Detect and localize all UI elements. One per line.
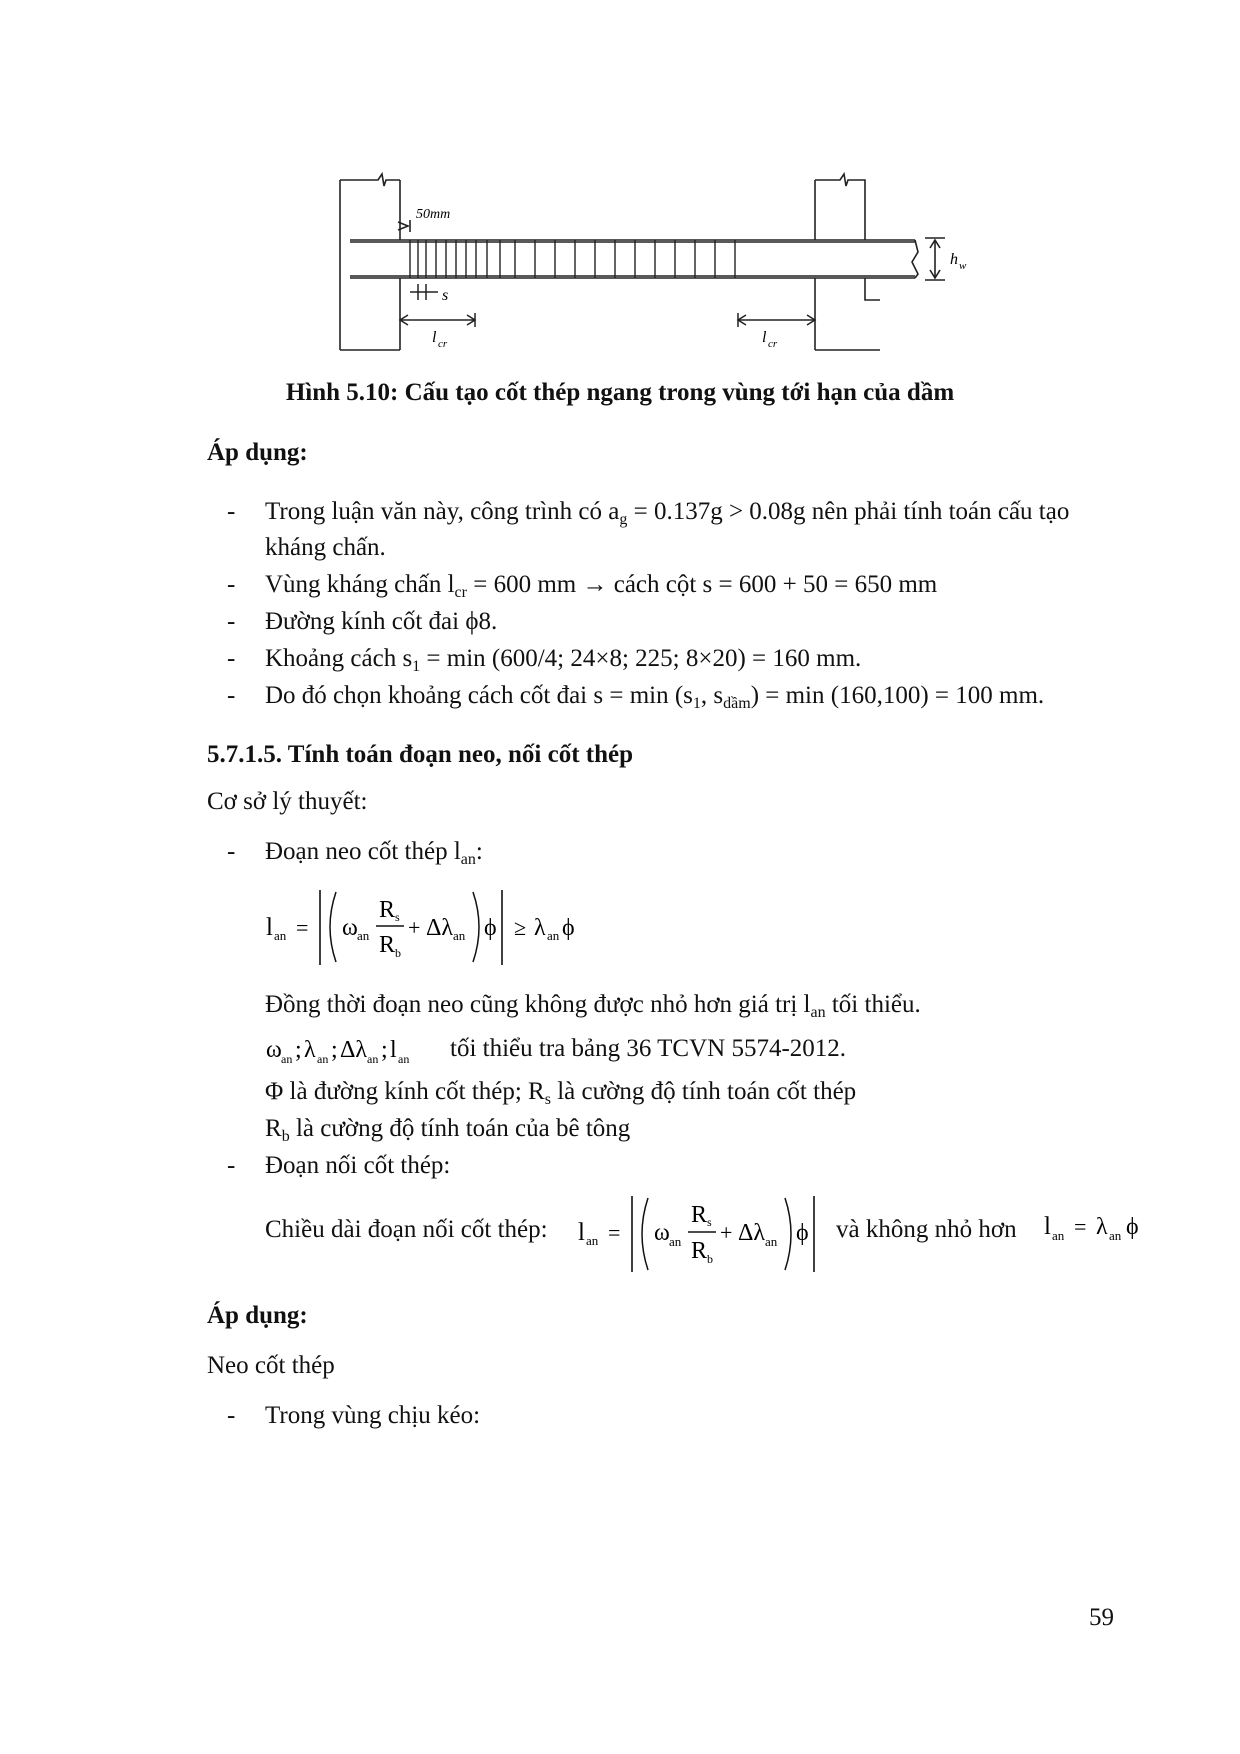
min-anchor-note: Đồng thời đoạn neo cũng không được nhỏ hơn giá trị $l_{an}$ tối thiểu. [265, 991, 921, 1021]
svg-text:an: an [453, 928, 466, 943]
lcr-right-sub: cr [768, 338, 778, 350]
svg-text:an: an [669, 1234, 682, 1249]
svg-text:λ: λ [1096, 1214, 1108, 1240]
basis-label: Cơ sở lý thuyết: [207, 788, 368, 815]
bullet-2: Vùng kháng chấn $l_{cr} = 600$ mm → cách cột s = 600 + 50 = 650 mm [265, 571, 938, 601]
figure-caption: Hình 5.10: Cấu tạo cốt thép ngang trong vùng tới hạn của dầm [285, 379, 955, 406]
svg-text:an: an [367, 1052, 379, 1066]
splice-length-formula [574, 1190, 834, 1285]
bullet-1-cont: kháng chấn. [265, 534, 386, 561]
lcr-left-sub: cr [438, 338, 448, 350]
bullet-dash: - [227, 838, 236, 865]
bullet-dash: - [227, 608, 236, 635]
svg-text:l: l [578, 1219, 585, 1246]
svg-text:λ: λ [304, 1037, 316, 1063]
dim-50mm-label: 50mm [416, 207, 451, 222]
svg-text:b: b [707, 1252, 713, 1266]
svg-text:;: ; [331, 1037, 338, 1063]
svg-text:an: an [1052, 1228, 1065, 1243]
svg-text:R: R [691, 1238, 708, 1264]
bullet-4: Khoảng cách $s_1 = \min (600/4$; 24×8; 225; 8×20) = 160 mm. [265, 645, 862, 675]
svg-text:an: an [398, 1052, 410, 1066]
svg-text:an: an [281, 1052, 293, 1066]
bullet-3: Đường kính cốt đai ϕ8. [265, 608, 498, 635]
svg-text:an: an [765, 1234, 778, 1249]
svg-text:=: = [296, 915, 309, 940]
bullet-dash: - [227, 1152, 236, 1179]
lcr-left-label: l [432, 329, 437, 346]
section-heading-5-7-1-5: 5.7.1.5. Tính toán đoạn neo, nối cốt thép [207, 741, 634, 768]
svg-text:ϕ: ϕ [796, 1220, 809, 1246]
svg-text:an: an [1109, 1228, 1122, 1243]
svg-text:an: an [547, 928, 560, 943]
stirrups-left [410, 240, 735, 278]
anchor-steel-label: Neo cốt thép [207, 1352, 335, 1379]
svg-text:ω: ω [266, 1037, 282, 1063]
splice-bullet: Đoạn nối cốt thép: [265, 1152, 451, 1179]
tension-zone-bullet: Trong vùng chịu kéo: [265, 1402, 481, 1429]
hw-sub: w [959, 260, 967, 272]
beam-diagram [330, 170, 990, 360]
bullet-dash: - [227, 682, 236, 709]
hw-label: h [950, 251, 958, 268]
anchor-length-formula [262, 880, 602, 975]
bullet-dash: - [227, 498, 236, 525]
svg-text:Δλ: Δλ [340, 1037, 368, 1063]
splice-length-label: Chiều dài đoạn nối cốt thép: [265, 1216, 548, 1243]
svg-text:+: + [720, 1220, 733, 1245]
svg-text:≥: ≥ [514, 915, 527, 940]
svg-text:λ: λ [534, 915, 546, 941]
svg-text:ω: ω [342, 915, 358, 941]
svg-text:ϕ: ϕ [1126, 1214, 1139, 1240]
apply-heading-1: Áp dụng: [207, 439, 308, 466]
bullet-dash: - [227, 1402, 236, 1429]
bullet-5: Do đó chọn khoảng cách cốt đai $s = \min (s_1$, $s_{dầm}) = \min (160,100) = 100$ mm. [265, 682, 1045, 712]
symbols-line [262, 1030, 462, 1075]
svg-text:R: R [379, 932, 396, 958]
svg-text:;: ; [295, 1037, 302, 1063]
svg-text:=: = [608, 1220, 621, 1245]
svg-text:b: b [395, 946, 401, 960]
symbols-table-note: tối thiểu tra bảng 36 TCVN 5574-2012. [450, 1035, 847, 1062]
bullet-dash: - [227, 571, 236, 598]
svg-text:R: R [691, 1202, 708, 1228]
phi-definition: Φ là đường kính cốt thép; $R_s$ là cường độ tính toán cốt thép [265, 1078, 857, 1108]
svg-text:an: an [357, 928, 370, 943]
bullet-1: Trong luận văn này, công trình có $a_g = 0.137g > 0.08g$ nên phải tính toán cấu tạo [265, 498, 1070, 528]
svg-text:R: R [379, 897, 396, 923]
apply-heading-2: Áp dụng: [207, 1302, 308, 1329]
svg-text:l: l [390, 1037, 397, 1063]
svg-text:an: an [274, 928, 287, 943]
splice-min-formula [1040, 1204, 1180, 1259]
lcr-right-label: l [762, 329, 767, 346]
svg-text:ϕ: ϕ [484, 915, 497, 941]
svg-text:+: + [408, 915, 421, 940]
bullet-dash: - [227, 645, 236, 672]
svg-text:an: an [317, 1052, 329, 1066]
svg-text:l: l [1044, 1213, 1051, 1240]
svg-text:s: s [395, 910, 400, 924]
svg-text:ϕ: ϕ [562, 915, 575, 941]
svg-text:l: l [266, 914, 273, 941]
svg-text:=: = [1074, 1214, 1087, 1239]
beam-figure [330, 170, 990, 360]
svg-text:ω: ω [654, 1220, 670, 1246]
svg-text:an: an [586, 1233, 599, 1248]
svg-text:Δλ: Δλ [426, 915, 454, 941]
svg-text:s: s [707, 1215, 712, 1229]
splice-min-label: và không nhỏ hơn [836, 1216, 1017, 1243]
anchor-bullet: Đoạn neo cốt thép $l_{an}$: [265, 838, 483, 868]
rb-definition: $R_b$ là cường độ tính toán của bê tông [265, 1115, 631, 1145]
page-number: 59 [1089, 1604, 1114, 1631]
svg-text:;: ; [381, 1037, 388, 1063]
spacing-s-label: s [442, 287, 449, 304]
svg-text:Δλ: Δλ [738, 1220, 766, 1246]
